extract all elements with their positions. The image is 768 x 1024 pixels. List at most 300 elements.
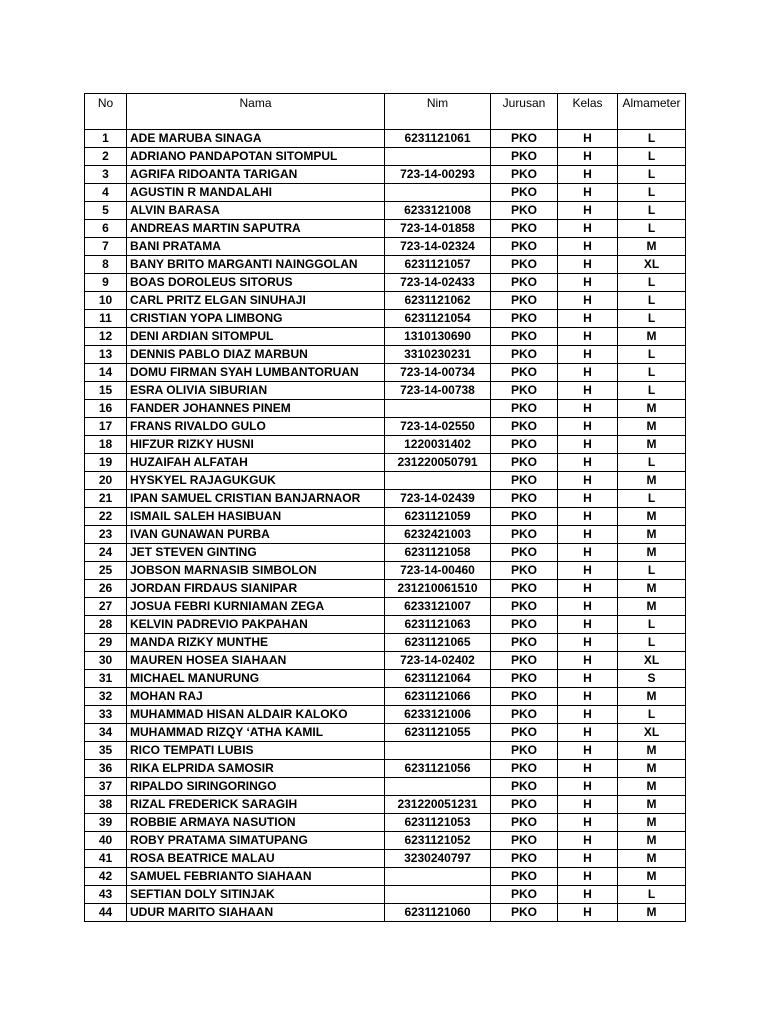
cell-no: 1 (85, 130, 127, 148)
cell-nim: 6231121060 (385, 904, 491, 922)
cell-kelas: H (558, 508, 618, 526)
cell-nim: 6233121006 (385, 706, 491, 724)
cell-nim: 231210061510 (385, 580, 491, 598)
table-row (85, 526, 686, 544)
cell-nim (385, 400, 491, 418)
cell-nama: DENNIS PABLO DIAZ MARBUN (127, 346, 385, 364)
cell-no: 32 (85, 688, 127, 706)
cell-no: 40 (85, 832, 127, 850)
cell-jurusan: PKO (491, 238, 558, 256)
cell-no: 24 (85, 544, 127, 562)
cell-kelas: H (558, 130, 618, 148)
cell-almameter: L (618, 454, 686, 472)
cell-almameter: M (618, 580, 686, 598)
cell-jurusan: PKO (491, 634, 558, 652)
cell-kelas: H (558, 310, 618, 328)
cell-jurusan: PKO (491, 400, 558, 418)
cell-jurusan: PKO (491, 364, 558, 382)
cell-nim: 6231121062 (385, 292, 491, 310)
cell-nim: 6231121064 (385, 670, 491, 688)
cell-no: 22 (85, 508, 127, 526)
cell-kelas: H (558, 796, 618, 814)
cell-nama: JET STEVEN GINTING (127, 544, 385, 562)
cell-kelas: H (558, 238, 618, 256)
cell-nim: 6233121008 (385, 202, 491, 220)
cell-jurusan: PKO (491, 184, 558, 202)
table-row (85, 778, 686, 796)
cell-nama: KELVIN PADREVIO PAKPAHAN (127, 616, 385, 634)
cell-nama: RICO TEMPATI LUBIS (127, 742, 385, 760)
cell-no: 11 (85, 310, 127, 328)
cell-nama: AGRIFA RIDOANTA TARIGAN (127, 166, 385, 184)
cell-nim: 1220031402 (385, 436, 491, 454)
cell-no: 12 (85, 328, 127, 346)
cell-nama: ALVIN BARASA (127, 202, 385, 220)
cell-nim: 6231121066 (385, 688, 491, 706)
cell-almameter: S (618, 670, 686, 688)
cell-almameter: M (618, 904, 686, 922)
cell-nama: UDUR MARITO SIAHAAN (127, 904, 385, 922)
cell-nim (385, 778, 491, 796)
cell-almameter: L (618, 490, 686, 508)
table-row (85, 418, 686, 436)
cell-no: 26 (85, 580, 127, 598)
cell-jurusan: PKO (491, 526, 558, 544)
cell-jurusan: PKO (491, 418, 558, 436)
cell-almameter: L (618, 364, 686, 382)
cell-almameter: M (618, 238, 686, 256)
table-row (85, 688, 686, 706)
cell-almameter: M (618, 436, 686, 454)
cell-kelas: H (558, 760, 618, 778)
cell-no: 15 (85, 382, 127, 400)
cell-no: 21 (85, 490, 127, 508)
cell-no: 34 (85, 724, 127, 742)
cell-jurusan: PKO (491, 832, 558, 850)
cell-nama: BANY BRITO MARGANTI NAINGGOLAN (127, 256, 385, 274)
table-row (85, 760, 686, 778)
table-row (85, 616, 686, 634)
cell-kelas: H (558, 832, 618, 850)
cell-nama: JOSUA FEBRI KURNIAMAN ZEGA (127, 598, 385, 616)
cell-almameter: M (618, 850, 686, 868)
cell-nama: DOMU FIRMAN SYAH LUMBANTORUAN (127, 364, 385, 382)
cell-jurusan: PKO (491, 256, 558, 274)
table-row (85, 544, 686, 562)
cell-jurusan: PKO (491, 886, 558, 904)
cell-nim: 6231121058 (385, 544, 491, 562)
table-row (85, 364, 686, 382)
cell-kelas: H (558, 364, 618, 382)
cell-nama: CARL PRITZ ELGAN SINUHAJI (127, 292, 385, 310)
cell-kelas: H (558, 706, 618, 724)
cell-kelas: H (558, 436, 618, 454)
cell-no: 9 (85, 274, 127, 292)
cell-no: 43 (85, 886, 127, 904)
cell-kelas: H (558, 526, 618, 544)
header-nama: Nama (127, 94, 385, 130)
cell-nim: 723-14-02402 (385, 652, 491, 670)
cell-nama: IVAN GUNAWAN PURBA (127, 526, 385, 544)
cell-jurusan: PKO (491, 130, 558, 148)
table-row (85, 202, 686, 220)
cell-jurusan: PKO (491, 652, 558, 670)
cell-nim: 6231121052 (385, 832, 491, 850)
cell-almameter: M (618, 832, 686, 850)
table-row (85, 796, 686, 814)
cell-jurusan: PKO (491, 274, 558, 292)
table-row (85, 472, 686, 490)
cell-jurusan: PKO (491, 598, 558, 616)
cell-almameter: L (618, 562, 686, 580)
cell-almameter: M (618, 508, 686, 526)
cell-nim: 6231121053 (385, 814, 491, 832)
cell-nama: FRANS RIVALDO GULO (127, 418, 385, 436)
cell-no: 28 (85, 616, 127, 634)
cell-nama: ESRA OLIVIA SIBURIAN (127, 382, 385, 400)
table-row (85, 724, 686, 742)
cell-nim: 723-14-02433 (385, 274, 491, 292)
cell-nama: ROBBIE ARMAYA NASUTION (127, 814, 385, 832)
cell-no: 6 (85, 220, 127, 238)
cell-kelas: H (558, 778, 618, 796)
cell-almameter: L (618, 274, 686, 292)
cell-almameter: M (618, 472, 686, 490)
table-row (85, 904, 686, 922)
cell-nama: MUHAMMAD HISAN ALDAIR KALOKO (127, 706, 385, 724)
cell-nama: MICHAEL MANURUNG (127, 670, 385, 688)
cell-kelas: H (558, 202, 618, 220)
cell-no: 42 (85, 868, 127, 886)
cell-kelas: H (558, 220, 618, 238)
cell-nama: ANDREAS MARTIN SAPUTRA (127, 220, 385, 238)
cell-nama: DENI ARDIAN SITOMPUL (127, 328, 385, 346)
cell-nama: MAUREN HOSEA SIAHAAN (127, 652, 385, 670)
cell-kelas: H (558, 868, 618, 886)
cell-kelas: H (558, 490, 618, 508)
cell-nama: RIKA ELPRIDA SAMOSIR (127, 760, 385, 778)
cell-no: 25 (85, 562, 127, 580)
cell-almameter: M (618, 760, 686, 778)
cell-jurusan: PKO (491, 814, 558, 832)
table-row (85, 436, 686, 454)
cell-no: 5 (85, 202, 127, 220)
cell-nama: ROBY PRATAMA SIMATUPANG (127, 832, 385, 850)
cell-kelas: H (558, 418, 618, 436)
cell-jurusan: PKO (491, 850, 558, 868)
cell-nim: 231220050791 (385, 454, 491, 472)
cell-nama: BANI PRATAMA (127, 238, 385, 256)
cell-almameter: L (618, 292, 686, 310)
cell-nim: 6231121057 (385, 256, 491, 274)
cell-kelas: H (558, 742, 618, 760)
cell-nama: SAMUEL FEBRIANTO SIAHAAN (127, 868, 385, 886)
cell-no: 2 (85, 148, 127, 166)
cell-nama: ISMAIL SALEH HASIBUAN (127, 508, 385, 526)
header-kelas: Kelas (558, 94, 618, 130)
cell-almameter: L (618, 166, 686, 184)
cell-no: 38 (85, 796, 127, 814)
header-nim: Nim (385, 94, 491, 130)
table-row (85, 292, 686, 310)
table-row (85, 490, 686, 508)
cell-kelas: H (558, 724, 618, 742)
cell-no: 14 (85, 364, 127, 382)
cell-almameter: L (618, 148, 686, 166)
table-row (85, 562, 686, 580)
cell-jurusan: PKO (491, 148, 558, 166)
cell-nama: RIPALDO SIRINGORINGO (127, 778, 385, 796)
cell-almameter: M (618, 400, 686, 418)
cell-no: 37 (85, 778, 127, 796)
table-row (85, 184, 686, 202)
cell-no: 20 (85, 472, 127, 490)
cell-nim: 723-14-01858 (385, 220, 491, 238)
cell-nim: 6231121065 (385, 634, 491, 652)
cell-nim: 723-14-02550 (385, 418, 491, 436)
cell-kelas: H (558, 184, 618, 202)
cell-almameter: L (618, 346, 686, 364)
cell-nama: JOBSON MARNASIB SIMBOLON (127, 562, 385, 580)
cell-no: 18 (85, 436, 127, 454)
cell-nama: SEFTIAN DOLY SITINJAK (127, 886, 385, 904)
table-row (85, 310, 686, 328)
cell-nim: 1310130690 (385, 328, 491, 346)
cell-kelas: H (558, 616, 618, 634)
cell-jurusan: PKO (491, 292, 558, 310)
table-row (85, 706, 686, 724)
cell-almameter: L (618, 886, 686, 904)
cell-no: 4 (85, 184, 127, 202)
cell-jurusan: PKO (491, 220, 558, 238)
cell-nama: HIFZUR RIZKY HUSNI (127, 436, 385, 454)
cell-jurusan: PKO (491, 562, 558, 580)
cell-nama: ROSA BEATRICE MALAU (127, 850, 385, 868)
cell-almameter: L (618, 184, 686, 202)
cell-nim: 723-14-02439 (385, 490, 491, 508)
cell-no: 13 (85, 346, 127, 364)
cell-kelas: H (558, 562, 618, 580)
table-header-row (85, 94, 686, 130)
table-row (85, 508, 686, 526)
cell-nama: MANDA RIZKY MUNTHE (127, 634, 385, 652)
cell-almameter: L (618, 382, 686, 400)
cell-almameter: M (618, 688, 686, 706)
cell-almameter: M (618, 598, 686, 616)
cell-kelas: H (558, 544, 618, 562)
cell-no: 35 (85, 742, 127, 760)
cell-nim (385, 148, 491, 166)
cell-kelas: H (558, 328, 618, 346)
cell-almameter: L (618, 616, 686, 634)
header-jurusan: Jurusan (491, 94, 558, 130)
cell-almameter: L (618, 220, 686, 238)
table-row (85, 382, 686, 400)
cell-nim: 3310230231 (385, 346, 491, 364)
cell-kelas: H (558, 904, 618, 922)
cell-nim: 6231121059 (385, 508, 491, 526)
cell-nama: AGUSTIN R MANDALAHI (127, 184, 385, 202)
cell-kelas: H (558, 652, 618, 670)
cell-almameter: M (618, 544, 686, 562)
table-row (85, 634, 686, 652)
cell-almameter: L (618, 130, 686, 148)
cell-almameter: XL (618, 652, 686, 670)
cell-kelas: H (558, 400, 618, 418)
cell-jurusan: PKO (491, 796, 558, 814)
cell-no: 33 (85, 706, 127, 724)
table-row (85, 652, 686, 670)
cell-nama: JORDAN FIRDAUS SIANIPAR (127, 580, 385, 598)
table-row (85, 328, 686, 346)
cell-almameter: XL (618, 724, 686, 742)
cell-almameter: L (618, 706, 686, 724)
table-row (85, 670, 686, 688)
cell-nim: 6231121055 (385, 724, 491, 742)
cell-nim (385, 886, 491, 904)
cell-no: 7 (85, 238, 127, 256)
cell-jurusan: PKO (491, 724, 558, 742)
cell-almameter: M (618, 796, 686, 814)
cell-jurusan: PKO (491, 436, 558, 454)
cell-almameter: M (618, 814, 686, 832)
cell-almameter: L (618, 634, 686, 652)
cell-nim: 723-14-02324 (385, 238, 491, 256)
table-row (85, 850, 686, 868)
cell-no: 8 (85, 256, 127, 274)
cell-kelas: H (558, 166, 618, 184)
cell-jurusan: PKO (491, 670, 558, 688)
cell-no: 30 (85, 652, 127, 670)
cell-nim: 6231121061 (385, 130, 491, 148)
cell-nama: CRISTIAN YOPA LIMBONG (127, 310, 385, 328)
cell-no: 16 (85, 400, 127, 418)
cell-nama: BOAS DOROLEUS SITORUS (127, 274, 385, 292)
cell-nim: 723-14-00293 (385, 166, 491, 184)
cell-nim (385, 472, 491, 490)
cell-nim: 6233121007 (385, 598, 491, 616)
cell-no: 23 (85, 526, 127, 544)
table-row (85, 274, 686, 292)
table-row (85, 814, 686, 832)
cell-nama: IPAN SAMUEL CRISTIAN BANJARNAOR (127, 490, 385, 508)
cell-jurusan: PKO (491, 508, 558, 526)
cell-nim: 3230240797 (385, 850, 491, 868)
cell-nim (385, 742, 491, 760)
cell-kelas: H (558, 670, 618, 688)
cell-jurusan: PKO (491, 472, 558, 490)
cell-nama: ADRIANO PANDAPOTAN SITOMPUL (127, 148, 385, 166)
cell-no: 44 (85, 904, 127, 922)
table-row (85, 886, 686, 904)
cell-almameter: M (618, 742, 686, 760)
table-row (85, 400, 686, 418)
cell-nama: HUZAIFAH ALFATAH (127, 454, 385, 472)
cell-kelas: H (558, 346, 618, 364)
cell-no: 39 (85, 814, 127, 832)
cell-jurusan: PKO (491, 580, 558, 598)
cell-jurusan: PKO (491, 382, 558, 400)
cell-kelas: H (558, 814, 618, 832)
cell-nim: 723-14-00738 (385, 382, 491, 400)
header-almameter: Almameter (618, 94, 686, 130)
cell-nama: MOHAN RAJ (127, 688, 385, 706)
table-row (85, 832, 686, 850)
cell-kelas: H (558, 274, 618, 292)
table-row (85, 148, 686, 166)
cell-nama: HYSKYEL RAJAGUKGUK (127, 472, 385, 490)
cell-jurusan: PKO (491, 310, 558, 328)
cell-no: 19 (85, 454, 127, 472)
cell-no: 31 (85, 670, 127, 688)
table-row (85, 346, 686, 364)
cell-kelas: H (558, 580, 618, 598)
cell-almameter: XL (618, 256, 686, 274)
cell-nim: 231220051231 (385, 796, 491, 814)
table-row (85, 454, 686, 472)
cell-jurusan: PKO (491, 454, 558, 472)
cell-jurusan: PKO (491, 868, 558, 886)
cell-kelas: H (558, 886, 618, 904)
cell-jurusan: PKO (491, 328, 558, 346)
cell-no: 17 (85, 418, 127, 436)
cell-jurusan: PKO (491, 904, 558, 922)
cell-nama: FANDER JOHANNES PINEM (127, 400, 385, 418)
cell-nim: 6231121063 (385, 616, 491, 634)
cell-kelas: H (558, 454, 618, 472)
table-body (85, 130, 686, 922)
cell-jurusan: PKO (491, 688, 558, 706)
cell-no: 3 (85, 166, 127, 184)
student-roster-table (84, 93, 686, 922)
cell-jurusan: PKO (491, 346, 558, 364)
cell-almameter: M (618, 418, 686, 436)
cell-no: 10 (85, 292, 127, 310)
cell-kelas: H (558, 148, 618, 166)
table-row (85, 256, 686, 274)
cell-almameter: M (618, 526, 686, 544)
cell-jurusan: PKO (491, 202, 558, 220)
cell-almameter: M (618, 868, 686, 886)
table-row (85, 580, 686, 598)
cell-no: 41 (85, 850, 127, 868)
cell-jurusan: PKO (491, 760, 558, 778)
cell-kelas: H (558, 256, 618, 274)
cell-nim (385, 868, 491, 886)
table-row (85, 598, 686, 616)
cell-kelas: H (558, 292, 618, 310)
table-row (85, 868, 686, 886)
cell-nim: 6231121056 (385, 760, 491, 778)
table-row (85, 220, 686, 238)
cell-almameter: M (618, 328, 686, 346)
table-row (85, 166, 686, 184)
cell-kelas: H (558, 634, 618, 652)
cell-kelas: H (558, 850, 618, 868)
cell-no: 36 (85, 760, 127, 778)
cell-no: 29 (85, 634, 127, 652)
cell-nim: 6231121054 (385, 310, 491, 328)
cell-nim: 723-14-00460 (385, 562, 491, 580)
cell-kelas: H (558, 598, 618, 616)
cell-kelas: H (558, 688, 618, 706)
cell-kelas: H (558, 472, 618, 490)
cell-jurusan: PKO (491, 742, 558, 760)
cell-kelas: H (558, 382, 618, 400)
cell-almameter: M (618, 778, 686, 796)
cell-jurusan: PKO (491, 544, 558, 562)
table-row (85, 238, 686, 256)
